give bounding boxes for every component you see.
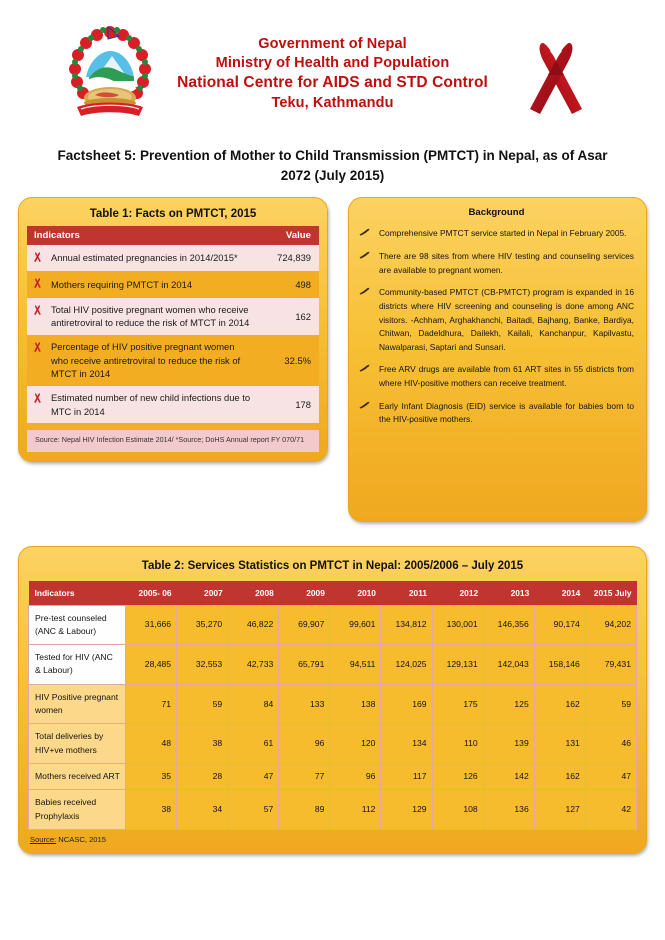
table2-cell: 139 xyxy=(483,724,534,764)
background-list-item xyxy=(359,400,634,427)
background-item-text: Free ARV drugs are available from 61 ART sites in 55 districts from where HIV-positive mothers can receive treatment. xyxy=(379,364,634,388)
table2-cell: 110 xyxy=(432,724,483,764)
table1-row-indicator: Annual estimated pregnancies in 2014/2015* xyxy=(48,245,256,272)
table2-col-5: 2010 xyxy=(330,581,381,606)
table2-cell: 46 xyxy=(585,724,636,764)
background-title: Background xyxy=(468,206,525,218)
table2-cell: 134,812 xyxy=(381,605,432,645)
background-bullet xyxy=(359,227,371,242)
table2-cell: 47 xyxy=(228,764,279,790)
table1-row-bullet xyxy=(27,298,48,335)
table1 xyxy=(27,226,319,424)
arrow-pen-bullet-icon xyxy=(359,251,370,260)
table2-cell: 38 xyxy=(177,724,228,764)
table2-cell: 42,733 xyxy=(228,645,279,685)
table2-col-6: 2011 xyxy=(381,581,432,606)
background-bullet xyxy=(359,363,371,390)
organization-block xyxy=(168,35,498,113)
table2-cell: 131 xyxy=(534,724,585,764)
table2-cell: 130,001 xyxy=(432,605,483,645)
table2-cell: 42 xyxy=(585,790,636,830)
table2-cell: 28,485 xyxy=(126,645,177,685)
table2-cell: 146,356 xyxy=(483,605,534,645)
table2-cell: 134 xyxy=(381,724,432,764)
document-header xyxy=(0,0,665,132)
background-item-text: There are 98 sites from where HIV testing and counseling services are available to pregnant women. xyxy=(379,251,634,275)
table2-row xyxy=(29,724,637,764)
table2-cell: 142,043 xyxy=(483,645,534,685)
table2-cell: 162 xyxy=(534,684,585,724)
table2-cell: 79,431 xyxy=(585,645,636,685)
background-bullet xyxy=(359,400,371,427)
table1-row xyxy=(27,298,319,335)
org-line-government: Government of Nepal xyxy=(258,36,407,53)
table1-row-bullet xyxy=(27,386,48,423)
table2-cell: 158,146 xyxy=(534,645,585,685)
table2-source-note xyxy=(28,830,637,846)
table2-cell: 94,511 xyxy=(330,645,381,685)
table1-panel xyxy=(18,197,328,462)
table1-col-value: Value xyxy=(256,226,319,245)
arrow-pen-bullet-icon xyxy=(359,228,370,237)
red-aids-ribbon-icon xyxy=(508,22,604,126)
table2-cell: 84 xyxy=(228,684,279,724)
background-list-item xyxy=(359,250,634,277)
table2-col-2: 2007 xyxy=(177,581,228,606)
table2-cell: 136 xyxy=(483,790,534,830)
table2-cell: 59 xyxy=(177,684,228,724)
table2-row xyxy=(29,605,637,645)
red-ribbon-bullet-icon xyxy=(33,277,42,289)
table2-cell: 48 xyxy=(126,724,177,764)
table2-cell: 59 xyxy=(585,684,636,724)
table2-cell: 71 xyxy=(126,684,177,724)
background-item-text: Comprehensive PMTCT service started in Nepal in February 2005. xyxy=(379,227,627,238)
table2-cell: 38 xyxy=(126,790,177,830)
table2-col-7: 2012 xyxy=(432,581,483,606)
table2-row-indicator: Total deliveries by HIV+ve mothers xyxy=(29,724,126,764)
table2-cell: 120 xyxy=(330,724,381,764)
table1-row-bullet xyxy=(27,335,48,386)
table2-cell: 169 xyxy=(381,684,432,724)
table2-cell: 46,822 xyxy=(228,605,279,645)
background-bullet xyxy=(359,250,371,277)
table1-row-indicator: Total HIV positive pregnant women who receive antiretroviral to reduce the risk of MTCT in 2014 xyxy=(48,298,256,335)
background-panel xyxy=(348,197,647,522)
red-ribbon-bullet-icon xyxy=(33,392,42,404)
table1-row xyxy=(27,386,319,423)
table2-cell: 112 xyxy=(330,790,381,830)
table1-row-value: 178 xyxy=(256,386,319,423)
table2-source-prefix: Source: xyxy=(30,834,57,844)
table2-col-3: 2008 xyxy=(228,581,279,606)
table2-cell: 124,025 xyxy=(381,645,432,685)
page-title: Factsheet 5: Prevention of Mother to Child Transmission (PMTCT) in Nepal, as of Asar 2072 (July 2015) xyxy=(57,148,608,184)
table2-cell: 35 xyxy=(126,764,177,790)
org-line-ministry: Ministry of Health and Population xyxy=(215,55,450,72)
table2-col-8: 2013 xyxy=(483,581,534,606)
background-bullet xyxy=(359,286,371,354)
table2-row-indicator: Pre-test counseled (ANC & Labour) xyxy=(29,605,126,645)
table2-cell: 162 xyxy=(534,764,585,790)
table2-panel xyxy=(18,546,647,854)
table2-col-0: Indicators xyxy=(29,581,126,606)
table2-row-indicator: Tested for HIV (ANC & Labour) xyxy=(29,645,126,685)
table2-source-rest: NCASC, 2015 xyxy=(56,834,106,844)
table1-row xyxy=(27,245,319,272)
red-ribbon-bullet-icon xyxy=(33,251,42,263)
arrow-pen-bullet-icon xyxy=(359,287,370,296)
table2-cell: 129 xyxy=(381,790,432,830)
table2-cell: 61 xyxy=(228,724,279,764)
table2-cell: 94,202 xyxy=(585,605,636,645)
table1-row-bullet xyxy=(27,245,48,272)
table2-cell: 129,131 xyxy=(432,645,483,685)
table2-cell: 133 xyxy=(279,684,330,724)
table2-row xyxy=(29,684,637,724)
table1-row-indicator: Percentage of HIV positive pregnant women who receive antiretroviral to reduce the risk of MTCT in 2014 xyxy=(48,335,256,386)
table1-col-indicators: Indicators xyxy=(27,226,256,245)
red-ribbon-bullet-icon xyxy=(33,304,42,316)
table2-cell: 117 xyxy=(381,764,432,790)
nepal-coat-of-arms-icon xyxy=(62,22,158,126)
arrow-pen-bullet-icon xyxy=(359,401,370,410)
background-list-item xyxy=(359,363,634,390)
table2-cell: 89 xyxy=(279,790,330,830)
org-line-centre: National Centre for AIDS and STD Control xyxy=(177,74,488,92)
table2-cell: 127 xyxy=(534,790,585,830)
table2-cell: 96 xyxy=(279,724,330,764)
table2-cell: 28 xyxy=(177,764,228,790)
background-item-text: Community-based PMTCT (CB-PMTCT) program is expanded in 16 districts where HIV screening and counseling is done among ANC visitors. -Achham, Arghakhanchi, Baitadi, Bajhang, Banke, Bardiya, Chitwan, Dadeldhura, Dailekh, Kailali, Kanchanpur, Kapilvastu, Nawalparasi, Saptari and Sunsari. xyxy=(379,287,634,352)
table2-cell: 69,907 xyxy=(279,605,330,645)
background-list-item xyxy=(359,286,634,354)
table2-cell: 65,791 xyxy=(279,645,330,685)
table2-cell: 175 xyxy=(432,684,483,724)
table2-col-9: 2014 xyxy=(534,581,585,606)
table1-row-value: 724,839 xyxy=(256,245,319,272)
table2-title: Table 2: Services Statistics on PMTCT in Nepal: 2005/2006 – July 2015 xyxy=(141,559,524,572)
table1-row-indicator: Estimated number of new child infections due to MTC in 2014 xyxy=(48,386,256,423)
table2-cell: 125 xyxy=(483,684,534,724)
background-item-text: Early Infant Diagnosis (EID) service is available for babies born to the HIV-positive mothers. xyxy=(379,400,634,425)
table2-cell: 77 xyxy=(279,764,330,790)
background-list-item xyxy=(359,227,634,242)
table1-row-value: 162 xyxy=(256,298,319,335)
table2-row-indicator: HIV Positive pregnant women xyxy=(29,684,126,724)
table2-cell: 108 xyxy=(432,790,483,830)
table1-row xyxy=(27,335,319,386)
table2-cell: 142 xyxy=(483,764,534,790)
table1-row-value: 498 xyxy=(256,271,319,298)
table2-cell: 96 xyxy=(330,764,381,790)
table1-source-note: Source: Nepal HIV Infection Estimate 2014/ *Source; DoHS Annual report FY 070/71 xyxy=(27,430,319,452)
table2-cell: 32,553 xyxy=(177,645,228,685)
table1-header-row xyxy=(27,226,319,245)
table2-col-10: 2015 July xyxy=(585,581,636,606)
table2-cell: 126 xyxy=(432,764,483,790)
table2-cell: 90,174 xyxy=(534,605,585,645)
table1-title: Table 1: Facts on PMTCT, 2015 xyxy=(89,207,257,220)
table2-header-row xyxy=(29,581,637,606)
arrow-pen-bullet-icon xyxy=(359,364,370,373)
table1-row xyxy=(27,271,319,298)
table2-col-1: 2005- 06 xyxy=(126,581,177,606)
red-ribbon-bullet-icon xyxy=(33,341,42,353)
table2-cell: 138 xyxy=(330,684,381,724)
table2-row-indicator: Babies received Prophylaxis xyxy=(29,790,126,830)
content-upper-row xyxy=(0,197,665,522)
table2-cell: 31,666 xyxy=(126,605,177,645)
table1-row-value: 32.5% xyxy=(256,335,319,386)
table2-cell: 35,270 xyxy=(177,605,228,645)
table1-row-bullet xyxy=(27,271,48,298)
table2-cell: 34 xyxy=(177,790,228,830)
table2-row xyxy=(29,764,637,790)
table2-cell: 99,601 xyxy=(330,605,381,645)
table2-cell: 47 xyxy=(585,764,636,790)
org-line-address: Teku, Kathmandu xyxy=(271,94,394,111)
table1-row-indicator: Mothers requiring PMTCT in 2014 xyxy=(48,271,256,298)
table2 xyxy=(28,581,637,830)
table2-row xyxy=(29,790,637,830)
table2-row-indicator: Mothers received ART xyxy=(29,764,126,790)
table2-cell: 57 xyxy=(228,790,279,830)
table2-col-4: 2009 xyxy=(279,581,330,606)
table2-row xyxy=(29,645,637,685)
